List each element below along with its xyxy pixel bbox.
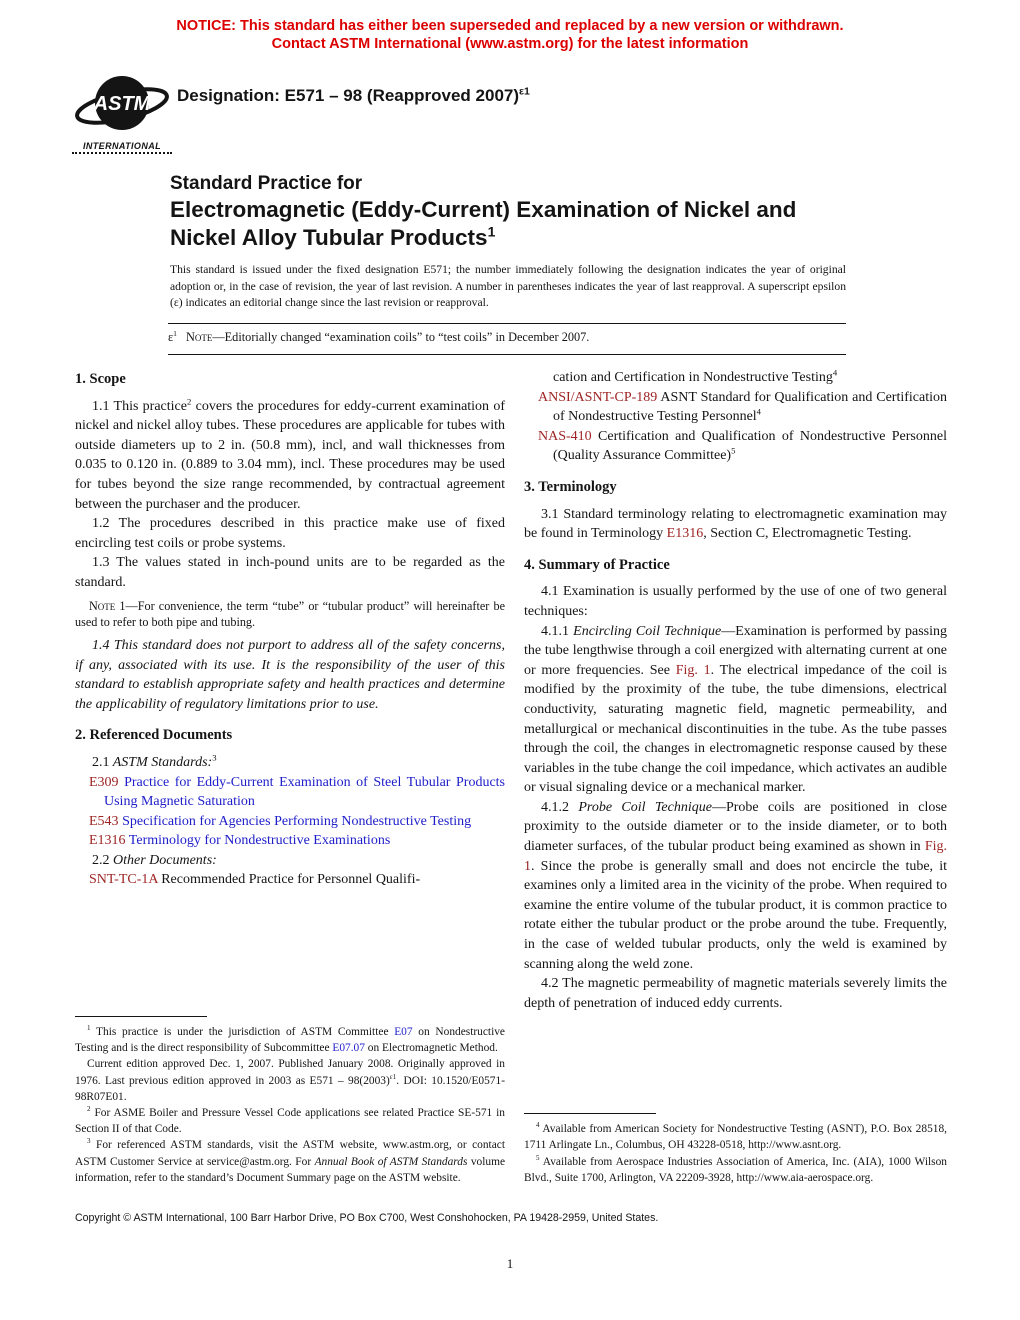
e1316-title-link[interactable]: Terminology for Nondestructive Examinations: [125, 833, 391, 849]
e543-title-link[interactable]: Specification for Agencies Performing Nondestructive Testing: [118, 813, 472, 829]
svg-text:ASTM: ASTM: [93, 93, 151, 115]
section-2-heading: 2. Referenced Documents: [75, 727, 233, 744]
designation: [177, 86, 530, 106]
astm-globe-icon: [74, 93, 170, 142]
footnote-4: $^4$ Available from American Society for Nondestructive Testing (ASNT), P.O. Box 28518, 1711 Arlingate Ln., Columbus, OH 43228-0518, http://www.asnt.org.: [524, 1121, 947, 1152]
footnote-2-ref[interactable]: 2: [186, 395, 192, 406]
footnote-3: $^3$ For referenced ASTM standards, visit the ASTM website, www.astm.org, or contact ASTM Customer Service at service@astm.org. For Annual Book of ASTM Standards volume information, refer to the standard’s Document Summary page on the ASTM website.: [75, 1137, 506, 1184]
section-4-heading: 4. Summary of Practice: [524, 556, 670, 573]
footnote-1-edition: Current edition approved Dec. 1, 2007. Published January 2008. Originally approved in 1976. Last previous edition approved in 2003 as $E571 - 98(2003)^{\varepsilon 1}$. DOI: 10.1520/E0571-98R07E01.: [75, 1058, 505, 1103]
footnote-1: $^1$ This practice is under the jurisdiction of ASTM Committee E07 on Nondestructive Testing and is the direct responsibility of Subcommittee E07.07 on Electromagnetic Method.: [75, 1024, 505, 1055]
superseded-notice: [0, 17, 1020, 53]
reference-snt-tc-1a: SNT-TC-1A Recommended Practice for Personnel Qualifi-: [89, 872, 421, 888]
document-title: [170, 172, 796, 252]
reference-e309: [89, 773, 505, 812]
issuance-note: This standard is issued under the fixed designation E571; the number immediately following the designation indicates the year of original adoption or, in the case of revision, the year of last revision. A number in parentheses indicates the year of last reapproval. A superscript epsilon (ε) indicates an editorial change since the last revision or reapproval.: [170, 263, 846, 309]
astm-logo: [72, 72, 172, 154]
footnote-4-ref[interactable]: 4: [832, 367, 838, 378]
epsilon-symbol: ε: [168, 330, 174, 344]
paragraph-4-1-1: 4.1.1 Encircling Coil Technique—Examination is performed by passing the tube lengthwise through a coil energized with alternating current at one or more frequencies. See Fig. 1. The electrical impedance of the coil is modified by the proximity of the tube, the tube dimensions, electrical conductivity, saturating magnetic field, magnetic permeability, and metallurgical or mechanical discontinuities in the tube. As the tube passes through the coil, the changes in electromagnetic response caused by these variables in the tube change the coil impedance, which activates an audible or visual signaling device or a mechanical marker.: [524, 623, 947, 796]
astm-logo-subtitle: INTERNATIONAL: [72, 141, 172, 154]
left-column: [75, 368, 505, 1186]
right-column: [524, 368, 947, 1186]
e309-link[interactable]: E309: [89, 774, 119, 790]
paragraph-1-1: 1.1 This practice$^2$ covers the procedures for eddy-current examination of nickel and nickel alloy tubes. These procedures are applicable for tubes with outside diameters up to 2 in. (50.8 mm), incl, and wall thicknesses from 0.035 to 0.120 in. (0.889 to 3.04 mm), incl. These procedures may be used for tubes beyond the size range recommended, by contractual agreement between the purchaser and the producer.: [75, 395, 505, 512]
paragraph-2-2: 2.2 Other Documents:: [92, 852, 217, 868]
two-column-body: [75, 368, 947, 1186]
paragraph-4-1-2: 4.1.2 Probe Coil Technique—Probe coils are positioned in close proximity to the outside diameter or to the inside diameter, or to both diameter surfaces, of the tubular product being examined as shown in Fig. 1. Since the probe is generally small and does not encircle the tube, it examines only a limited area in the vicinity of the probe. When required to examine the entire volume of the tubular product, it is common practice to rotate either the tubular product or the probe around the tube. Frequently, in the case of welded tubular products, only the weld is examined by scanning along the weld zone.: [524, 799, 948, 972]
e07-07-subcommittee-link[interactable]: E07.07: [332, 1042, 365, 1055]
e1316-terminology-link[interactable]: E1316: [666, 526, 704, 542]
fig-1-link[interactable]: Fig. 1: [675, 662, 711, 678]
paragraph-1-4: 1.4 This standard does not purport to address all of the safety concerns, if any, associated with its use. It is the responsibility of the user of this standard to establish appropriate safety and health practices and determine the applicability of regulatory limitations prior to use.: [75, 637, 505, 712]
e309-title-link[interactable]: Practice for Eddy-Current Examination of Steel Tubular Products Using Magnetic Saturation: [104, 774, 505, 810]
paragraph-1-3: 1.3 The values stated in inch-pound units are to be regarded as the standard.: [75, 555, 505, 590]
paragraph-2-1: 2.1 ASTM Standards:$^3$: [92, 752, 217, 770]
left-footnotes: [75, 1016, 505, 1186]
section-1-heading: 1. Scope: [75, 371, 126, 387]
editorial-change-note: $\varepsilon^1$ Note—Editorially changed “examination coils” to “test coils” in December 2007.: [168, 323, 846, 355]
paragraph-4-2: 4.2 The magnetic permeability of magnetic materials severely limits the depth of penetration of induced eddy currents.: [524, 976, 947, 1011]
note-1: Note 1—For convenience, the term “tube” or “tubular product” will hereinafter be used to refer to both pipe and tubing.: [75, 598, 505, 629]
right-footnotes: [524, 1113, 947, 1186]
paragraph-3-1: 3.1 Standard terminology relating to electromagnetic examination may be found in Terminology E1316, Section C, Electromagnetic Testing.: [524, 506, 947, 542]
notice-line-1: NOTICE: This standard has either been superseded and replaced by a new version or withdrawn.: [176, 18, 844, 34]
designation-text: Designation: E571 – 98 (Reapproved 2007): [177, 86, 520, 105]
ansi-asnt-cp-189-link[interactable]: ANSI/ASNT-CP-189: [538, 389, 658, 405]
footnote-3-ref[interactable]: 3: [212, 752, 217, 763]
paragraph-1-2: 1.2 The procedures described in this practice make use of fixed encircling test coils or probe systems.: [75, 516, 505, 551]
reference-e1316: [89, 831, 505, 851]
footnote-5: $^5$ Available from Aerospace Industries Association of America, Inc. (AIA), 1000 Wilson Blvd., Suite 1700, Arlington, VA 22209-3928, http://www.aia-aerospace.org.: [524, 1153, 947, 1184]
notice-line-2: Contact ASTM International (www.astm.org) for the latest information: [271, 36, 749, 52]
title-kicker: Standard Practice for: [170, 173, 363, 194]
reference-e543: [89, 812, 505, 832]
nas-410-link[interactable]: NAS-410: [538, 428, 592, 444]
copyright-line: Copyright © ASTM International, 100 Barr Harbor Drive, PO Box C700, West Conshohocken, PA 19428-2959, United States.: [75, 1212, 659, 1224]
fig-1-link[interactable]: Fig. 1: [524, 839, 947, 874]
footnote-4-ref[interactable]: 4: [756, 406, 762, 417]
note-1-label: Note 1: [89, 598, 126, 613]
footnote-2: $^2$ For ASME Boiler and Pressure Vessel Code applications see related Practice SE-571 in Section II of that Code.: [75, 1105, 505, 1136]
paragraph-4-1: 4.1 Examination is usually performed by the use of one of two general techniques:: [524, 584, 947, 619]
reference-nas-410: NAS-410 Certification and Qualification of Nondestructive Personnel (Quality Assurance Committee)$^5$: [538, 428, 947, 464]
footnote-5-ref[interactable]: 5: [731, 445, 736, 456]
e1316-link[interactable]: E1316: [89, 833, 126, 849]
e543-link[interactable]: E543: [89, 813, 119, 829]
reference-ansi-asnt-cp-189: ANSI/ASNT-CP-189 ASNT Standard for Qualification and Certification of Nondestructive Testing Personnel$^4$: [538, 389, 947, 425]
footnote-rule: [524, 1113, 656, 1114]
title-line-3: Nickel Alloy Tubular Products$^1$: [170, 223, 496, 250]
e07-committee-link[interactable]: E07: [394, 1025, 413, 1038]
reference-snt-continuation: cation and Certification in Nondestructive Testing$^4$: [553, 367, 838, 385]
page-number: 1: [506, 1256, 514, 1271]
designation-epsilon-sup: ε1: [519, 85, 530, 98]
title-line-2: Electromagnetic (Eddy-Current) Examination of Nickel and: [170, 197, 797, 222]
title-footnote-sup: 1: [487, 223, 496, 240]
footnote-rule: [75, 1016, 207, 1017]
section-3-heading: 3. Terminology: [524, 478, 617, 495]
note-label: Note: [185, 330, 213, 344]
snt-tc-1a-link[interactable]: SNT-TC-1A: [89, 872, 158, 888]
